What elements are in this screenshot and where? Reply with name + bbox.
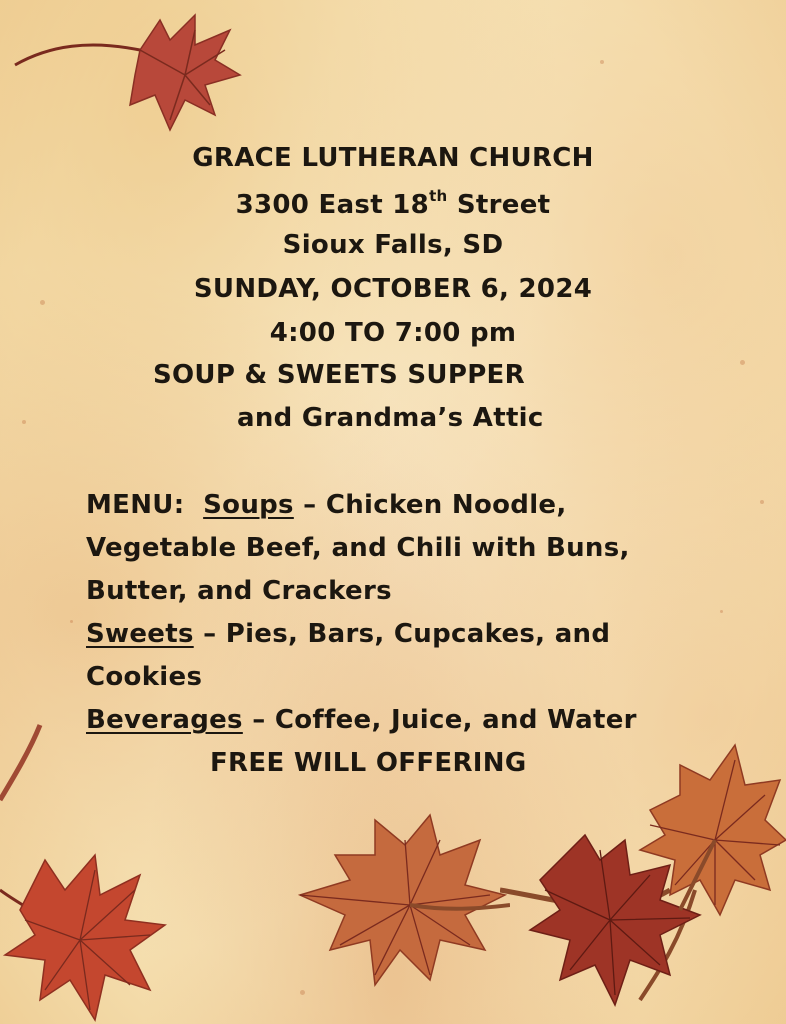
menu-label: MENU: — [86, 490, 185, 520]
event-time: 4:00 TO 7:00 pm — [269, 318, 517, 348]
city-state: Sioux Falls, SD — [282, 230, 504, 260]
sweets-text-1: – Pies, Bars, Cupcakes, and — [203, 619, 611, 649]
sweets-heading: Sweets — [86, 619, 194, 649]
event-name: SOUP & SWEETS SUPPER — [153, 360, 525, 390]
address-number-street: 3300 East 18 — [235, 190, 430, 220]
event-extra: and Grandma’s Attic — [237, 403, 544, 433]
menu-beverages-line — [86, 705, 637, 735]
address-ordinal-suffix: th — [429, 187, 448, 205]
church-name: GRACE LUTHERAN CHURCH — [192, 143, 594, 173]
address-street-word: Street — [456, 190, 551, 220]
soups-heading: Soups — [203, 490, 294, 520]
soups-text-3: Butter, and Crackers — [86, 576, 392, 606]
sweets-text-2: Cookies — [86, 662, 203, 692]
menu-sweets-line — [86, 619, 610, 649]
church-address — [0, 187, 786, 220]
soups-text-2: Vegetable Beef, and Chili with Buns, — [86, 533, 630, 563]
beverages-text-1: – Coffee, Juice, and Water — [252, 705, 637, 735]
event-date: SUNDAY, OCTOBER 6, 2024 — [193, 274, 593, 304]
soups-text-1: – Chicken Noodle, — [303, 490, 567, 520]
free-will-offering: FREE WILL OFFERING — [210, 748, 527, 778]
beverages-heading: Beverages — [86, 705, 243, 735]
menu-soups-line — [86, 490, 567, 520]
